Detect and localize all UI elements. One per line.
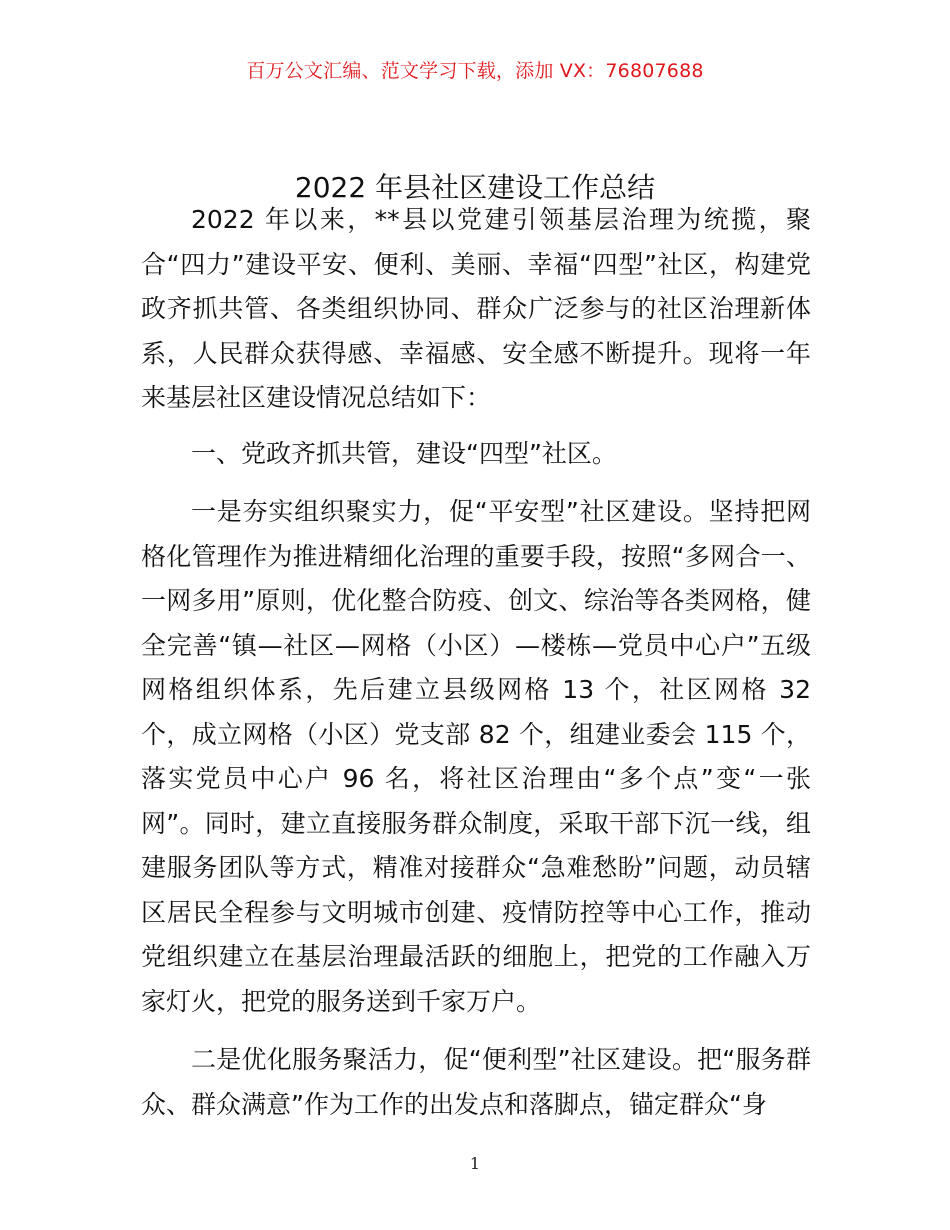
document-body xyxy=(141,198,811,1127)
body-paragraph-1: 一是夯实组织聚实力，促“平安型”社区建设。坚持把网格化管理作为推进精细化治理的重要手段，按照“多网合一、一网多用”原则，优化整合防疫、创文、综治等各类网格，健全完善“镇—社区—网格（小区）—楼栋—党员中心户”五级网格组织体系，先后建立县级网格 13 个，社区网格 32 个，成立网格（小区）党支部 82 个，组建业委会 115 个，落实党员中心户 96 名，将社区治理由“多个点”变“一张网”。同时，建立直接服务群众制度，采取干部下沉一线，组建服务团队等方式，精准对接群众“急难愁盼”问题，动员辖区居民全程参与文明城市创建、疫情防控等中心工作，推动党组织建立在基层治理最活跃的细胞上，把党的工作融入万家灯火，把党的服务送到千家万户。 xyxy=(141,497,811,1016)
document-title: 2022 年县社区建设工作总结 xyxy=(294,171,656,204)
intro-paragraph: 2022 年以来，**县以党建引领基层治理为统揽，聚合“四力”建设平安、便利、美丽、幸福“四型”社区，构建党政齐抓共管、各类组织协同、群众广泛参与的社区治理新体系，人民群众获得感、幸福感、安全感不断提升。现将一年来基层社区建设情况总结如下： xyxy=(141,205,811,412)
page-number: 1 xyxy=(469,1154,481,1173)
header-watermark: 百万公文汇编、范文学习下载，添加 VX：76807688 xyxy=(246,60,704,82)
body-paragraph-2: 二是优化服务聚活力，促“便利型”社区建设。把“服务群众、群众满意”作为工作的出发点和落脚点，锚定群众“身 xyxy=(141,1045,811,1119)
section-heading: 一、党政齐抓共管，建设“四型”社区。 xyxy=(191,438,617,468)
